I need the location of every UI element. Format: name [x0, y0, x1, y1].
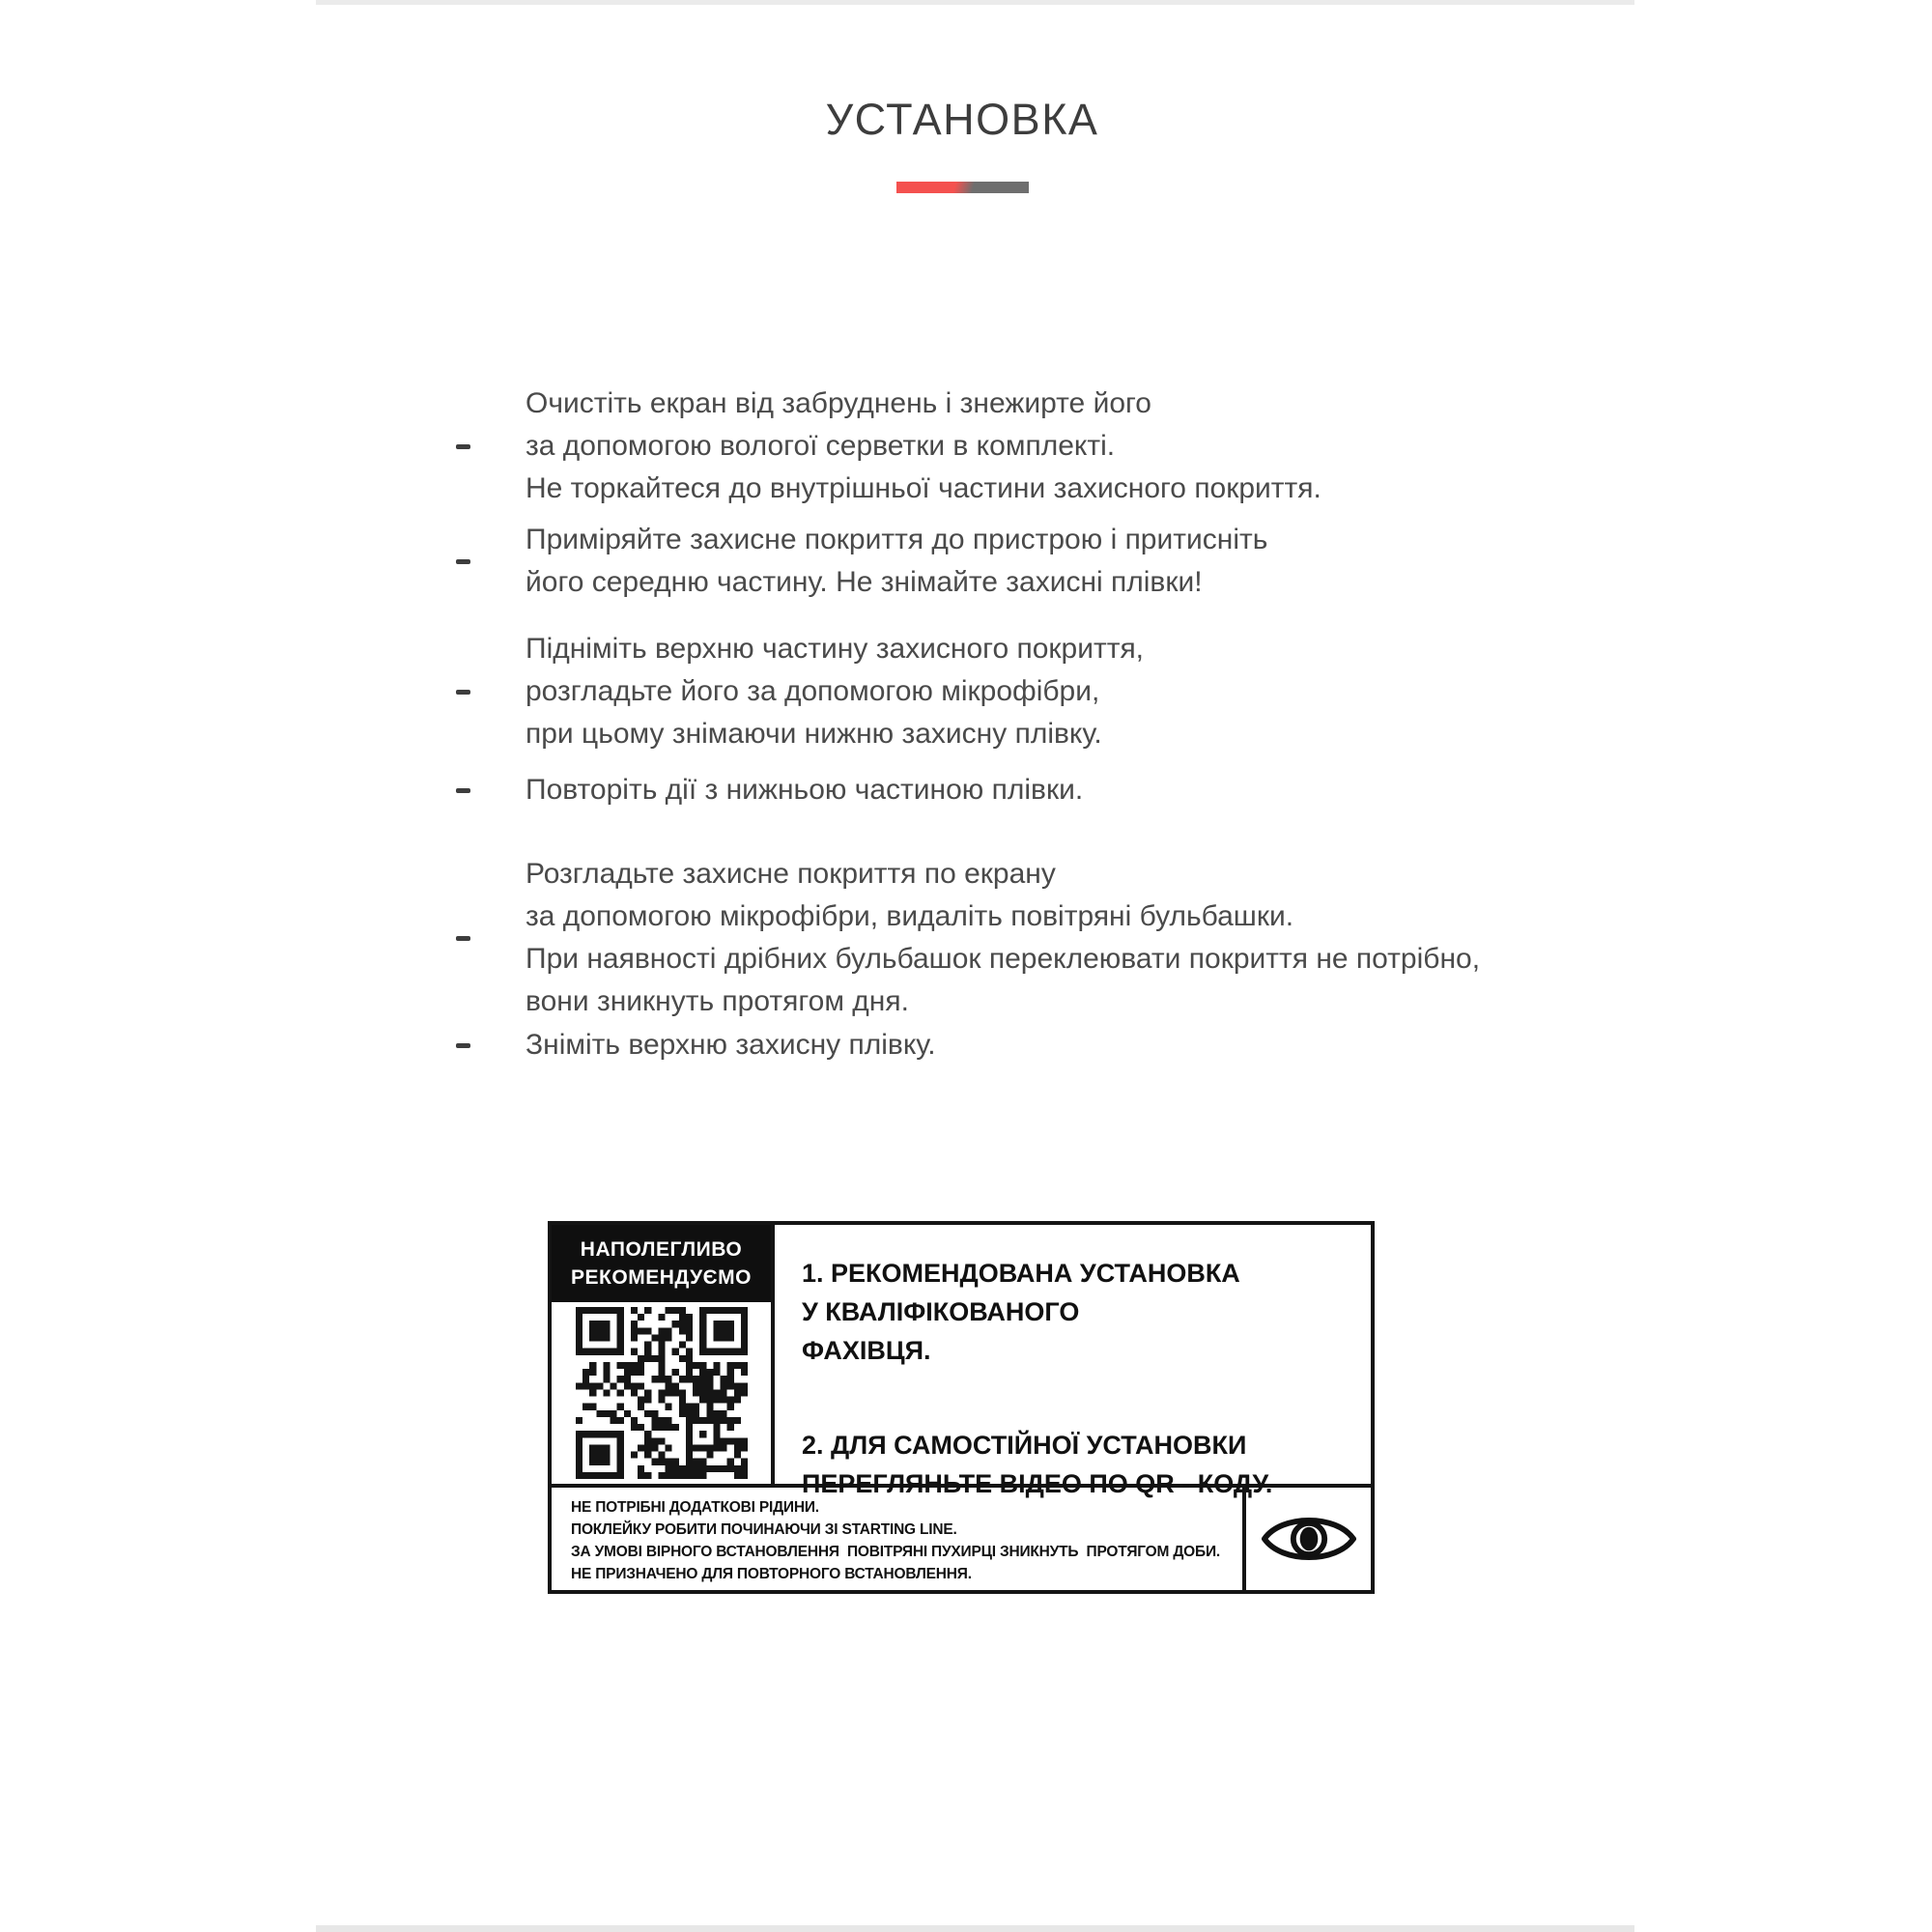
step-text-line: Повторіть дії з нижньою частиною плівки. [526, 774, 1084, 806]
qr-code [576, 1307, 748, 1479]
step-item [456, 519, 1267, 604]
card-notes [552, 1488, 1246, 1590]
step-text-line: його середню частину. Не знімайте захисні плівки! [526, 566, 1203, 598]
dash-bullet-icon [456, 1043, 470, 1048]
card-qr-column [552, 1225, 775, 1484]
card-note-line: ЗА УМОВІ ВІРНОГО ВСТАНОВЛЕННЯ ПОВІТРЯНІ ПУХИРЦІ ЗНИКНУТЬ ПРОТЯГОМ ДОБИ. [571, 1544, 1221, 1560]
card-bottom-row [552, 1488, 1371, 1590]
card-note-line: НЕ ПРИЗНАЧЕНО ДЛЯ ПОВТОРНОГО ВСТАНОВЛЕННЯ. [571, 1566, 972, 1582]
bottom-divider [316, 1925, 1634, 1932]
top-divider [316, 0, 1634, 5]
step-item [456, 628, 1144, 755]
eye-icon [1262, 1509, 1356, 1569]
accent-bar [896, 182, 1029, 193]
card-instruction-line: 1. РЕКОМЕНДОВАНА УСТАНОВКА [802, 1259, 1240, 1288]
dash-bullet-icon [456, 936, 470, 941]
step-text-line: за допомогою вологої серветки в комплекті. [526, 430, 1116, 462]
card-note-line: НЕ ПОТРІБНІ ДОДАТКОВІ РІДИНИ. [571, 1499, 819, 1516]
step-text-line: за допомогою мікрофібри, видаліть повітряні бульбашки. [526, 900, 1294, 932]
card-instruction-line: 2. ДЛЯ САМОСТІЙНОЇ УСТАНОВКИ [802, 1431, 1247, 1460]
step-text [526, 1024, 936, 1066]
page-title: УСТАНОВКА [825, 95, 1099, 144]
card-instructions [775, 1225, 1371, 1498]
dash-bullet-icon [456, 788, 470, 793]
step-text [526, 769, 1083, 811]
card-note-line: ПОКЛЕЙКУ РОБИТИ ПОЧИНАЮЧИ ЗІ STARTING LINE. [571, 1521, 957, 1538]
dash-bullet-icon [456, 444, 470, 449]
card-instruction-line: ПЕРЕГЛЯНЬТЕ ВІДЕО ПО QR - КОДУ. [802, 1469, 1273, 1498]
recommendation-card [548, 1221, 1375, 1594]
dash-bullet-icon [456, 559, 470, 564]
step-text-line: розгладьте його за допомогою мікрофібри, [526, 675, 1100, 707]
eye-cell [1246, 1488, 1371, 1590]
card-instruction-line: ФАХІВЦЯ. [802, 1336, 931, 1365]
step-item [456, 769, 1083, 811]
step-text [526, 383, 1321, 510]
card-instruction-1 [802, 1254, 1371, 1370]
step-item [456, 383, 1321, 510]
card-top-row [552, 1225, 1371, 1498]
step-text-line: Зніміть верхню захисну плівку. [526, 1029, 936, 1061]
step-item [456, 853, 1480, 1023]
step-text-line: Не торкайтеся до внутрішньої частини захисного покриття. [526, 472, 1321, 504]
step-text-line: Очистіть екран від забруднень і знежирте його [526, 387, 1151, 419]
dash-bullet-icon [456, 690, 470, 695]
step-text [526, 628, 1144, 755]
card-instruction-line: У КВАЛІФІКОВАНОГО [802, 1297, 1080, 1326]
step-item [456, 1024, 936, 1066]
card-header [552, 1225, 771, 1302]
step-text-line: При наявності дрібних бульбашок переклеювати покриття не потрібно, [526, 943, 1481, 975]
step-text-line: Приміряйте захисне покриття до пристрою і притисніть [526, 524, 1268, 555]
card-header-line: РЕКОМЕНДУЄМО [571, 1266, 752, 1289]
step-text [526, 853, 1480, 1023]
step-text-line: Розгладьте захисне покриття по екрану [526, 858, 1056, 890]
step-text-line: при цьому знімаючи нижню захисну плівку. [526, 718, 1102, 750]
step-text [526, 519, 1267, 604]
card-header-line: НАПОЛЕГЛИВО [580, 1238, 743, 1261]
qr-wrapper [552, 1302, 771, 1484]
step-text-line: Підніміть верхню частину захисного покриття, [526, 633, 1145, 665]
step-text-line: вони зникнуть протягом дня. [526, 985, 909, 1017]
